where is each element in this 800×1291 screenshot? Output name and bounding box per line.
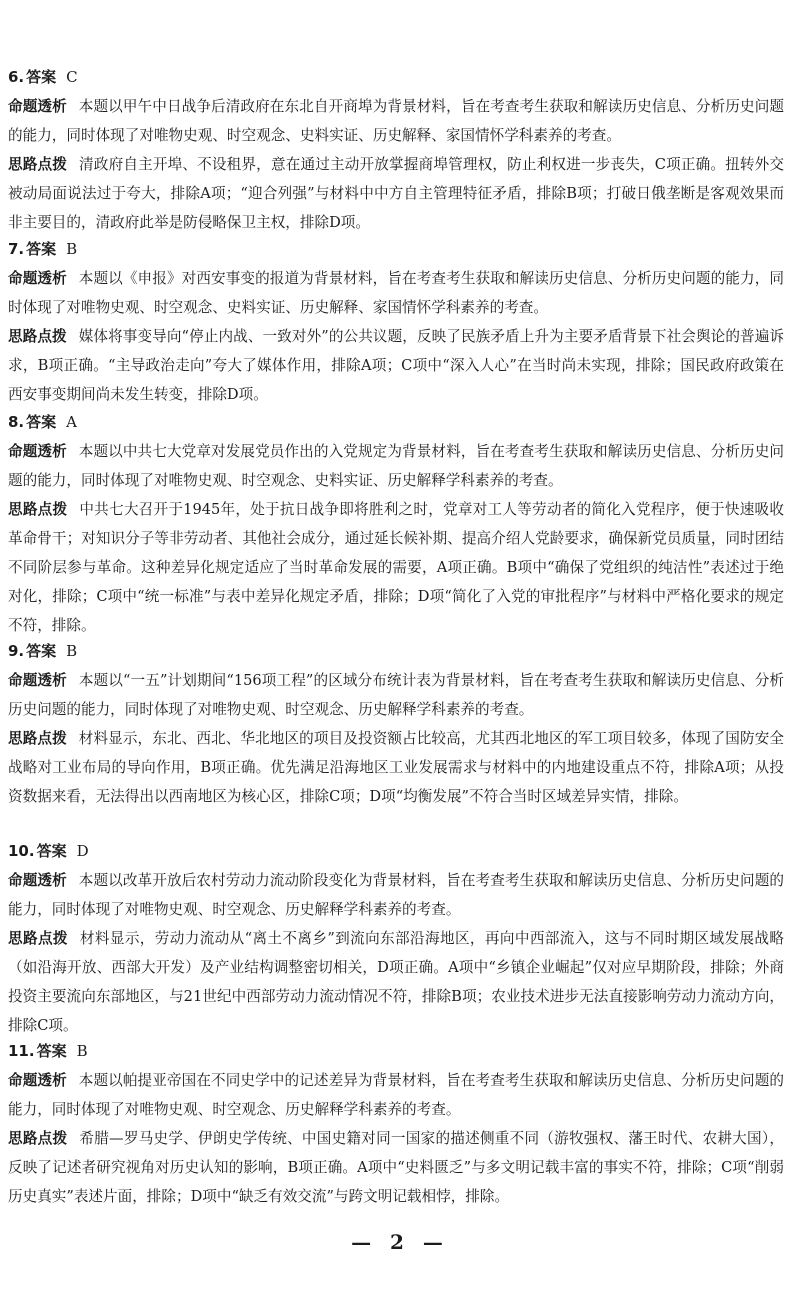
analysis-text: 本题以中共七大党章对发展党员作出的入党规定为背景材料，旨在考查考生获取和解读历史信息、分析历史问题的能力，同时体现了对唯物史观、时空观念、史料实证、历史解释学科素养的考查。	[8, 443, 784, 489]
answer-heading	[8, 1040, 88, 1061]
analysis-label: 命题透析	[8, 98, 67, 115]
analysis-text: 本题以改革开放后农村劳动力流动阶段变化为背景材料，旨在考查考生获取和解读历史信息、分析历史问题的能力，同时体现了对唯物史观、时空观念、历史解释学科素养的考查。	[8, 872, 784, 918]
answer-value: A	[66, 413, 77, 431]
question-number: 8.	[8, 413, 25, 431]
answer-heading	[8, 238, 77, 259]
analysis-paragraph	[8, 1066, 784, 1124]
analysis-label: 命题透析	[8, 672, 67, 689]
hint-text: 清政府自主开埠、不设租界，意在通过主动开放掌握商埠管理权，防止利权进一步丧失，C项正确。扭转外交被动局面说法过于夸大，排除A项；“迎合列强”与材料中中方自主管理特征矛盾，排除B项；打破日俄垄断是客观效果而非主要目的，清政府此举是防侵略保卫主权，排除D项。	[8, 156, 784, 231]
hint-label: 思路点拨	[8, 730, 67, 747]
answer-label: 答案	[36, 842, 67, 860]
hint-text: 中共七大召开于1945年，处于抗日战争即将胜利之时，党章对工人等劳动者的简化入党程序，便于快速吸收革命骨干；对知识分子等非劳动者、其他社会成分，通过延长候补期、提高介绍人党龄要求，确保新党员质量，同时团结不同阶层参与革命。这种差异化规定适应了当时革命发展的需要，A项正确。B项中“确保了党组织的纯洁性”表述过于绝对化，排除；C项中“统一标准”与表中差异化规定矛盾，排除；D项“简化了入党的审批程序”与材料中严格化要求的规定不符，排除。	[8, 501, 784, 634]
answer-value: C	[66, 68, 78, 86]
answer-label: 答案	[26, 642, 57, 660]
analysis-text: 本题以“一五”计划期间“156项工程”的区域分布统计表为背景材料，旨在考查考生获取和解读历史信息、分析历史问题的能力，同时体现了对唯物史观、时空观念、历史解释学科素养的考查。	[8, 672, 784, 718]
question-number: 11.	[8, 1042, 35, 1060]
answer-label: 答案	[26, 68, 57, 86]
answer-value: B	[66, 642, 78, 660]
answer-value: B	[76, 1042, 88, 1060]
hint-paragraph	[8, 924, 784, 1040]
answer-heading	[8, 840, 89, 861]
analysis-label: 命题透析	[8, 1072, 67, 1089]
hint-label: 思路点拨	[8, 156, 68, 173]
analysis-paragraph	[8, 264, 784, 322]
analysis-label: 命题透析	[8, 872, 67, 889]
hint-label: 思路点拨	[8, 501, 68, 518]
answer-heading	[8, 411, 77, 432]
hint-text: 材料显示，东北、西北、华北地区的项目及投资额占比较高，尤其西北地区的军工项目较多，体现了国防安全战略对工业布局的导向作用，B项正确。优先满足沿海地区工业发展需求与材料中的内地建设重点不符，排除A项；从投资数据来看，无法得出以西南地区为核心区，排除C项；D项“均衡发展”不符合当时区域差异实情，排除。	[8, 730, 784, 805]
question-number: 6.	[8, 68, 25, 86]
hint-label: 思路点拨	[8, 930, 68, 947]
analysis-text: 本题以甲午中日战争后清政府在东北自开商埠为背景材料，旨在考查考生获取和解读历史信息、分析历史问题的能力，同时体现了对唯物史观、时空观念、史料实证、历史解释、家国情怀学科素养的考查。	[8, 98, 784, 144]
answer-value: D	[76, 842, 89, 860]
hint-label: 思路点拨	[8, 1130, 68, 1147]
hint-text: 希腊—罗马史学、伊朗史学传统、中国史籍对同一国家的描述侧重不同（游牧强权、藩王时代、农耕大国），反映了记述者研究视角对历史认知的影响，B项正确。A项中“史料匮乏”与多文明记载丰富的事实不符，排除；C项“削弱历史真实”表述片面，排除；D项中“缺乏有效交流”与跨文明记载相悖，排除。	[8, 1130, 784, 1205]
analysis-label: 命题透析	[8, 270, 67, 287]
hint-text: 媒体将事变导向“停止内战、一致对外”的公共议题，反映了民族矛盾上升为主要矛盾背景下社会舆论的普遍诉求，B项正确。“主导政治走向”夸大了媒体作用，排除A项；C项中“深入人心”在当时尚未实现，排除；国民政府政策在西安事变期间尚未发生转变，排除D项。	[8, 328, 784, 403]
hint-text: 材料显示，劳动力流动从“离土不离乡”到流向东部沿海地区，再向中西部流入，这与不同时期区域发展战略（如沿海开放、西部大开发）及产业结构调整密切相关，D项正确。A项中“乡镇企业崛起”仅对应早期阶段，排除；外商投资主要流向东部地区，与21世纪中西部劳动力流动情况不符，排除B项；农业技术进步无法直接影响劳动力流动方向，排除C项。	[8, 930, 784, 1034]
page-number: — 2 —	[351, 1230, 449, 1254]
hint-paragraph	[8, 322, 784, 409]
answer-label: 答案	[26, 240, 57, 258]
analysis-paragraph	[8, 866, 784, 924]
hint-paragraph	[8, 1124, 784, 1211]
answer-label: 答案	[26, 413, 57, 431]
answer-heading	[8, 640, 77, 661]
answer-value: B	[66, 240, 78, 258]
analysis-text: 本题以《申报》对西安事变的报道为背景材料，旨在考查考生获取和解读历史信息、分析历史问题的能力，同时体现了对唯物史观、时空观念、史料实证、历史解释、家国情怀学科素养的考查。	[8, 270, 784, 316]
hint-paragraph	[8, 150, 784, 237]
analysis-label: 命题透析	[8, 443, 67, 460]
hint-paragraph	[8, 495, 784, 640]
question-number: 9.	[8, 642, 25, 660]
hint-paragraph	[8, 724, 784, 811]
question-number: 7.	[8, 240, 25, 258]
answer-heading	[8, 66, 78, 87]
hint-label: 思路点拨	[8, 328, 67, 345]
analysis-paragraph	[8, 666, 784, 724]
answer-label: 答案	[36, 1042, 67, 1060]
question-number: 10.	[8, 842, 35, 860]
analysis-text: 本题以帕提亚帝国在不同史学中的记述差异为背景材料，旨在考查考生获取和解读历史信息、分析历史问题的能力，同时体现了对唯物史观、时空观念、历史解释学科素养的考查。	[8, 1072, 784, 1118]
analysis-paragraph	[8, 437, 784, 495]
analysis-paragraph	[8, 92, 784, 150]
